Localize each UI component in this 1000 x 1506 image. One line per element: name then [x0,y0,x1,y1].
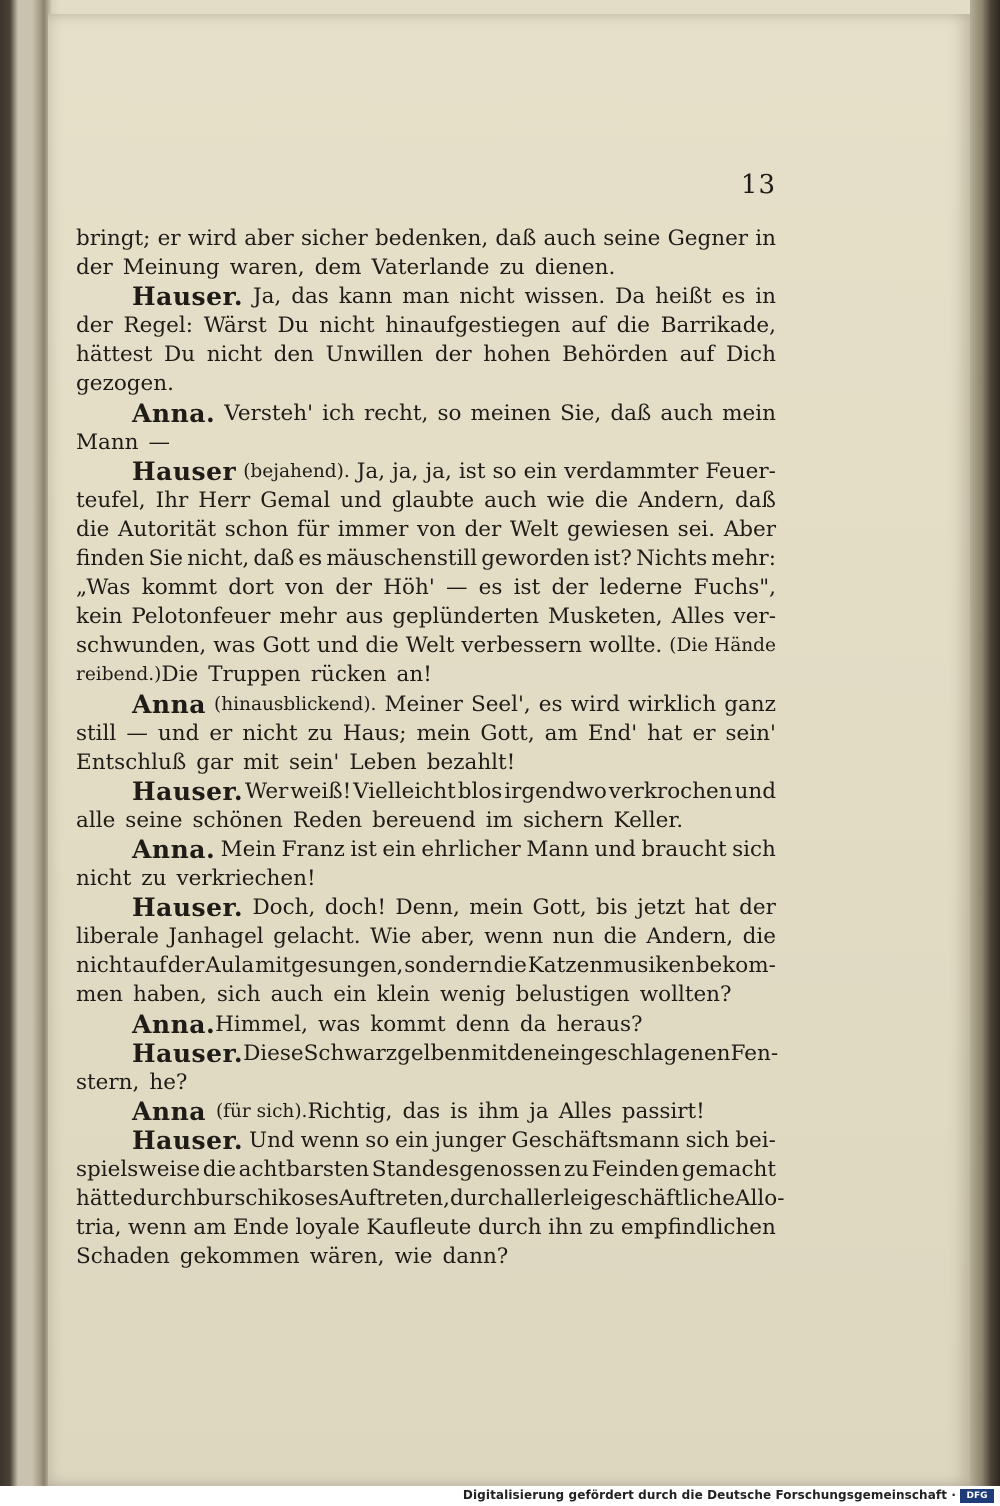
speaker-name: Hauser. [132,282,244,312]
text-line: reibend.) Die Truppen rücken an! [76,660,776,689]
text-line: Hauser. Doch, doch! Denn, mein Gott, bis jetzt hat der [132,893,776,923]
speaker-name: Hauser. [132,1125,244,1155]
text-line: gezogen. [76,371,174,397]
stage-direction: reibend.) [76,664,162,686]
speaker-name: Anna. [132,1009,216,1039]
text-line: tria, wenn am Ende loyale Kaufleute durch ihn zu empfindlichen [76,1215,776,1241]
speaker-name: Hauser. [132,893,244,923]
text-line: Hauser. Ja, das kann man nicht wissen. Da heißt es in [132,282,776,312]
text-line: hätte durch burschikoses Auftreten, durch allerlei geschäftliche Allo- [76,1186,785,1212]
speaker-name: Anna. [132,834,216,864]
text-line: bringt; er wird aber sicher bedenken, daß auch seine Gegner in [76,226,776,251]
text-line: der Regel: Wärst Du nicht hinaufgestiegen auf die Barrikade, [76,313,776,339]
text-line: men haben, sich auch ein klein wenig belustigen wollten? [76,982,732,1008]
stage-direction: (für sich). [215,1100,308,1122]
text-line: finden Sie nicht, daß es mäuschenstill geworden ist? Nichts mehr: [76,546,776,572]
text-line: Schaden gekommen wären, wie dann? [76,1244,509,1270]
watermark-bar [0,1486,1000,1506]
speaker-name: Anna [132,1096,206,1126]
text-line: kein Pelotonfeuer mehr aus geplünderten Musketen, Alles ver- [76,604,776,630]
speaker-name: Anna. [132,398,216,428]
text-line: „Was kommt dort von der Höh' — es ist der lederne Fuchs", [76,575,776,601]
text-line: Anna (für sich). Richtig, das is ihm ja Alles passirt! [132,1096,705,1126]
text-line: Anna. Versteh' ich recht, so meinen Sie, daß auch mein [132,398,776,428]
text-line: Hauser. Diese Schwarzgelben mit den eingeschlagenen Fen- [132,1038,779,1068]
watermark-text: Digitalisierung gefördert durch die Deutsche Forschungsgemeinschaft · [462,1488,956,1502]
text-line: nicht auf der Aula mitgesungen, sondern die Katzenmusiken bekom- [76,953,776,979]
body-text [76,224,785,1271]
text-line: still — und er nicht zu Haus; mein Gott, am End' hat er sein' [76,720,776,746]
text-line: stern, he? [76,1069,188,1095]
stage-direction: (bejahend). [243,460,350,482]
text-line: Anna. Mein Franz ist ein ehrlicher Mann und braucht sich [132,834,776,864]
text-line: der Meinung waren, dem Vaterlande zu dienen. [76,255,616,281]
stage-direction: (hinausblickend). [213,693,377,715]
text-line: Hauser (bejahend). Ja, ja, ja, ist so ein verdammter Feuer- [132,456,776,486]
stage-direction: (Die Hände [669,635,776,657]
text-line: Entschluß gar mit sein' Leben bezahlt! [76,749,516,775]
text-line: Anna (hinausblickend). Meiner Seel', es wird wirklich ganz [132,689,776,719]
page-number: 13 [740,170,776,200]
text-line: Hauser. Wer weiß! Vielleicht blos irgendwo verkrochen und [132,776,776,806]
text-line: hättest Du nicht den Unwillen der hohen Behörden auf Dich [76,342,776,368]
speaker-name: Hauser [132,456,237,486]
text-line: Anna. Himmel, was kommt denn da heraus? [132,1009,643,1039]
text-line: schwunden, was Gott und die Welt verbessern wollte. (Die Hände [76,631,776,660]
text-line: alle seine schönen Reden bereuend im sichern Keller. [76,807,684,833]
text-line: spielsweise die achtbarsten Standesgenossen zu Feinden gemacht [76,1157,776,1182]
page-edge [970,0,1000,1486]
dfg-logo-icon: DFG [960,1489,994,1503]
text-line: teufel, Ihr Herr Gemal und glaubte auch wie die Andern, daß [76,487,776,513]
text-line: Hauser. Und wenn so ein junger Geschäftsmann sich bei- [132,1125,776,1155]
speaker-name: Hauser. [132,1038,244,1068]
text-line: Mann — [76,429,171,455]
speaker-name: Anna [132,689,206,719]
text-line: die Autorität schon für immer von der Welt gewiesen sei. Aber [76,516,776,542]
text-line: liberale Janhagel gelacht. Wie aber, wenn nun die Andern, die [76,924,776,950]
speaker-name: Hauser. [132,776,244,806]
text-line: nicht zu verkriechen! [76,866,316,892]
